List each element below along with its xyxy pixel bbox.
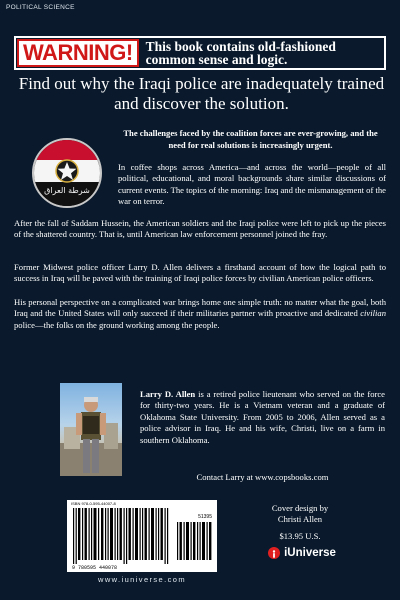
category-label: POLITICAL SCIENCE (6, 4, 75, 11)
warning-label: WARNING! (17, 39, 139, 67)
author-bio-text: is a retired police lieutenant who served on the force for thirty-two years. He is a Vietnam veteran and a graduate of Oklahoma State University. From 2005 to 2006, Allen served as a police advisor in Iraq. He and his wife, Christi, live on a farm in southern Oklahoma. (140, 389, 385, 445)
cover-design-credit (235, 503, 365, 525)
badge-graphic (34, 140, 100, 206)
author-photo (60, 383, 122, 476)
warning-line-2: common sense and logic. (145, 52, 288, 67)
author-bio (140, 389, 385, 446)
price-code: 51395 (198, 514, 212, 520)
badge-text: شرطة العراق (44, 186, 90, 195)
publisher-name: iUniverse (284, 547, 336, 559)
publisher-logo (232, 544, 372, 562)
paragraph-3: Former Midwest police officer Larry D. Allen delivers a firsthand account of how the logical path to success in Iraq will be paved with the training of Iraqi police forces by civilian American police officers. (14, 262, 386, 284)
paragraph-4-emphasis: civilian (360, 308, 386, 319)
paragraph-1: In coffee shops across America—and across the world—people of all political, educational, and moral backgrounds share similar discussions of current events. The topics of the morning: Iraq and the mismanagement of the war on terror. (118, 162, 386, 207)
publisher-mark-icon (268, 547, 280, 559)
author-name: Larry D. Allen (140, 389, 196, 399)
cover-design-line-1: Cover design by (271, 503, 329, 513)
barcode (67, 500, 217, 572)
warning-text (140, 38, 384, 68)
publisher-website: www.iuniverse.com (98, 575, 186, 584)
intro-text: The challenges faced by the coalition forces are ever-growing, and the need for real solutions is increasingly urgent. (123, 128, 378, 150)
cover-design-line-2: Christi Allen (277, 514, 323, 524)
publisher-mark-graphic (268, 548, 280, 560)
iraqi-police-badge-icon (32, 138, 102, 208)
warning-line-1: This book contains old-fashioned (145, 39, 336, 54)
author-figure (60, 383, 122, 476)
price: $13.95 U.S. (279, 531, 321, 541)
paragraph-4-start: His personal perspective on a complicated war brings home one simple truth: no matter what the goal, both Iraq and the United States will only succeed if their militaries partner with proactive and dedicated (14, 297, 386, 319)
warning-banner (14, 36, 386, 70)
headline: Find out why the Iraqi police are inadequately trained and discover the solution. (18, 74, 385, 113)
isbn-top: ISBN 978-0-595-44007-8 (71, 501, 116, 506)
paragraph-4 (14, 297, 386, 331)
barcode-bars-icon (67, 500, 217, 572)
isbn-bottom: 9 780595 440078 (72, 565, 118, 571)
paragraph-2: After the fall of Saddam Hussein, the American soldiers and the Iraqi police were left to pick up the pieces of the shattered country. That is, until American law enforcement personnel joined the fray. (14, 218, 386, 240)
paragraph-4-end: police—the folks on the ground working among the people. (14, 319, 220, 330)
contact-line: Contact Larry at www.copsbooks.com (196, 472, 329, 482)
